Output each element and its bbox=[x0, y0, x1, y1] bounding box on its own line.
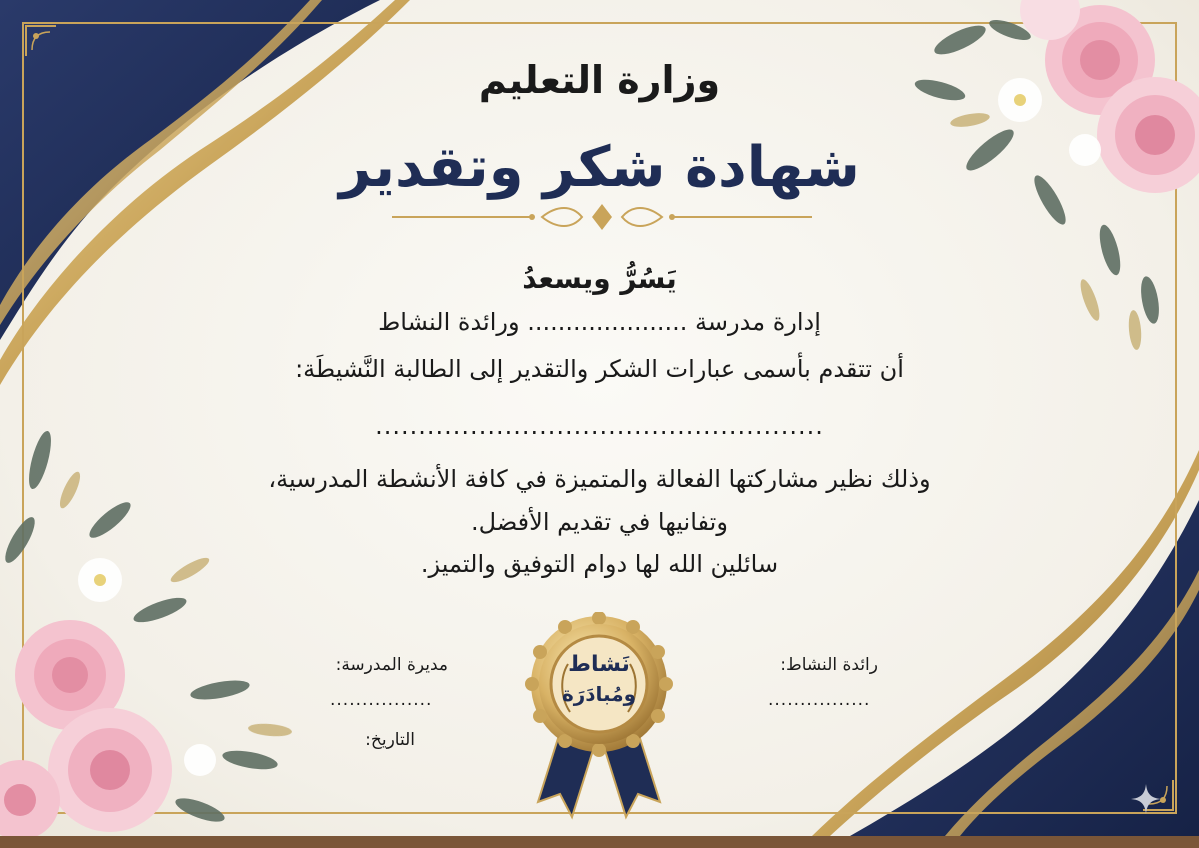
dedication-line: وتفانيها في تقديم الأفضل. bbox=[471, 508, 728, 536]
award-badge bbox=[520, 612, 678, 827]
badge-line-2: ومُبادَرَة bbox=[561, 682, 637, 706]
badge-line-1: نَشاط bbox=[568, 652, 630, 677]
activity-leader-signature-line: ................ bbox=[768, 690, 871, 710]
school-line: إدارة مدرسة ..................... ورائدة النشاط bbox=[378, 308, 821, 336]
activity-leader-label: رائدة النشاط: bbox=[780, 655, 878, 675]
greeting-text: يَسُرُّ ويسعدُ bbox=[522, 262, 677, 295]
principal-label: مديرة المدرسة: bbox=[335, 655, 448, 675]
ornamental-divider-icon bbox=[392, 200, 812, 234]
reason-line: وذلك نظير مشاركتها الفعالة والمتميزة في كافة الأنشطة المدرسية، bbox=[268, 465, 931, 493]
ministry-name: وزارة التعليم bbox=[478, 58, 721, 102]
principal-signature-line: ................ bbox=[330, 690, 433, 710]
student-name-placeholder: .................................................... bbox=[375, 412, 824, 440]
corner-ornament-icon bbox=[24, 24, 58, 58]
sparkle-icon bbox=[1129, 782, 1163, 816]
thanks-line: أن تتقدم بأسمى عبارات الشكر والتقدير إلى الطالبة النَّشيطَة: bbox=[295, 355, 904, 383]
date-label: التاريخ: bbox=[365, 730, 415, 750]
certificate-title: شهادة شكر وتقدير bbox=[339, 135, 860, 200]
award-badge-icon bbox=[520, 612, 678, 827]
wishes-line: سائلين الله لها دوام التوفيق والتميز. bbox=[420, 550, 779, 578]
